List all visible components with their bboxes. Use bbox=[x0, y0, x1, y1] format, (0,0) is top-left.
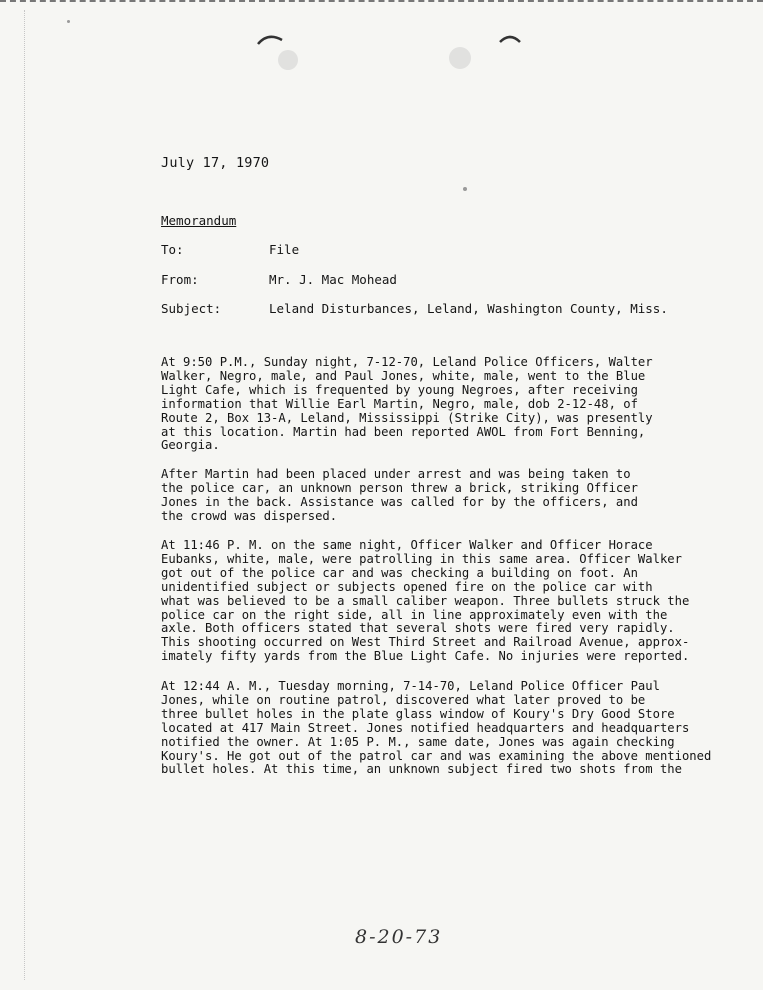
memo-heading: Memorandum bbox=[161, 213, 237, 228]
subject-label: Subject: bbox=[161, 301, 222, 316]
paragraph-1: At 9:50 P.M., Sunday night, 7-12-70, Leland Police Officers, Walter Walker, Negro, male, and Paul Jones, white, male, went to the Blue Light Cafe, which is frequented by young Negroes, after receiving information that Willie Earl Martin, Negro, male, dob 2-12-48, of Route 2, Box 13-A, Leland, Mississippi (Strike City), was presently at this location. Martin had been reported AWOL from Fort Benning, Georgia. bbox=[161, 355, 653, 453]
binding-edge bbox=[24, 10, 25, 980]
from-line bbox=[161, 272, 397, 287]
subject-line bbox=[161, 301, 668, 316]
page-top-edge bbox=[0, 0, 763, 10]
scan-smudge-right bbox=[440, 30, 530, 80]
memo-date: July 17, 1970 bbox=[161, 155, 270, 171]
to-line bbox=[161, 242, 299, 257]
to-value: File bbox=[269, 242, 300, 257]
from-value: Mr. J. Mac Mohead bbox=[269, 272, 397, 287]
handwritten-date: 8-20-73 bbox=[355, 926, 443, 948]
to-label: To: bbox=[161, 242, 184, 257]
speck bbox=[463, 187, 467, 191]
subject-value: Leland Disturbances, Leland, Washington County, Miss. bbox=[269, 301, 668, 316]
paragraph-3: At 11:46 P. M. on the same night, Officer Walker and Officer Horace Eubanks, white, male, were patrolling in this same area. Officer Walker got out of the police car and was checking a building on foot. An unidentified subject or subjects opened fire on the police car with what was believed to be a small caliber weapon. Three bullets struck the police car on the right side, all in line approximately even with the axle. Both officers stated that several shots were fired very rapidly. This shooting occurred on West Third Street and Railroad Avenue, approx- imately fifty yards from the Blue Light Cafe. No injuries were reported. bbox=[161, 538, 690, 664]
from-label: From: bbox=[161, 272, 199, 287]
scan-smudge-left bbox=[250, 30, 320, 80]
speck bbox=[67, 20, 70, 23]
paragraph-2: After Martin had been placed under arrest and was being taken to the police car, an unknown person threw a brick, striking Officer Jones in the back. Assistance was called for by the officers, and the crowd was dispersed. bbox=[161, 467, 638, 523]
paragraph-4: At 12:44 A. M., Tuesday morning, 7-14-70, Leland Police Officer Paul Jones, while on routine patrol, discovered what later proved to be three bullet holes in the plate glass window of Koury's Dry Good Store located at 417 Main Street. Jones notified headquarters and headquarters notified the owner. At 1:05 P. M., same date, Jones was again checking Koury's. He got out of the patrol car and was examining the above mentioned bullet holes. At this time, an unknown subject fired two shots from the bbox=[161, 679, 712, 777]
